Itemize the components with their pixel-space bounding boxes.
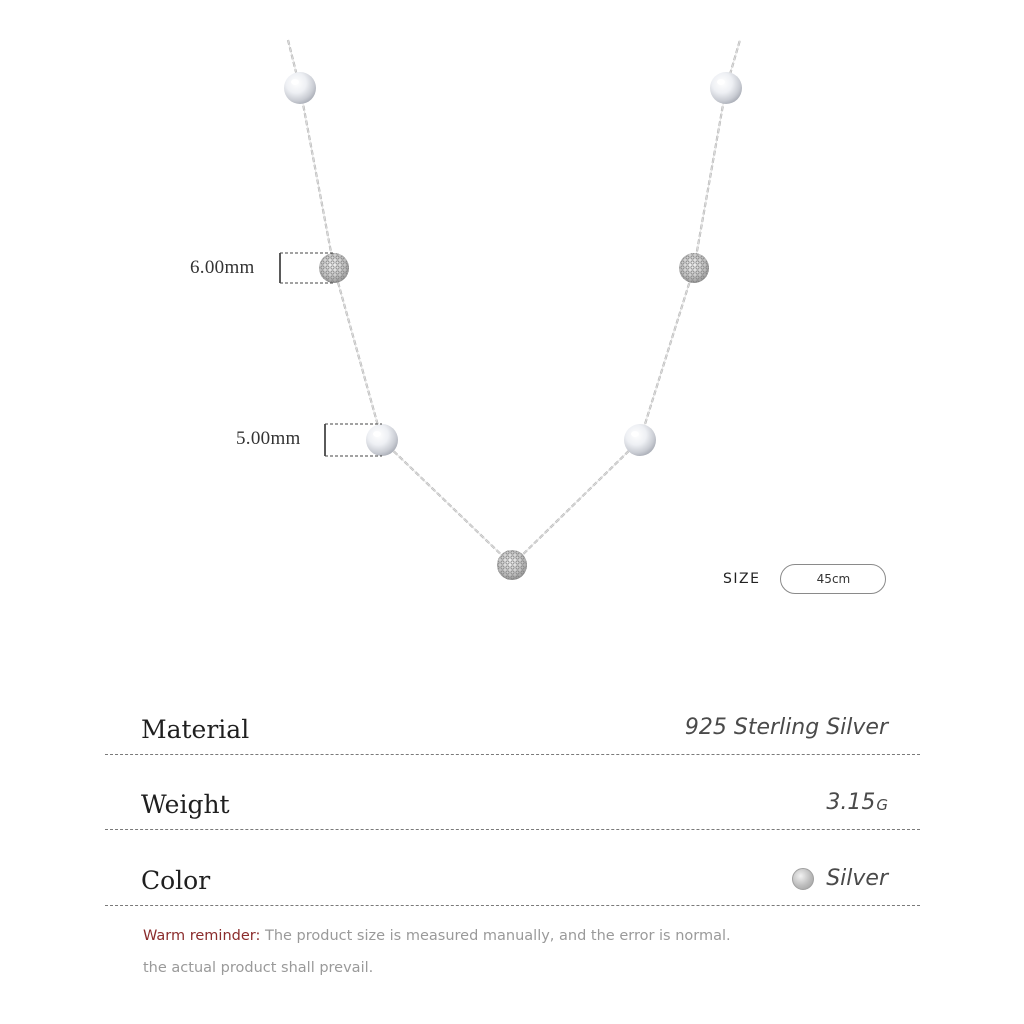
weight-number: 3.15	[826, 790, 876, 815]
pearl	[366, 424, 398, 456]
spec-value	[792, 866, 888, 891]
spec-row-material	[105, 694, 920, 755]
spec-key: Weight	[141, 790, 230, 819]
spec-key: Material	[141, 715, 250, 744]
pave-ball	[319, 253, 349, 283]
pearl	[284, 72, 316, 104]
spec-row-weight	[105, 769, 920, 830]
pearl	[624, 424, 656, 456]
size-row	[723, 563, 886, 595]
reminder-title: Warm reminder:	[143, 928, 261, 944]
color-swatch-icon	[792, 868, 814, 890]
pave-ball	[679, 253, 709, 283]
reminder-line-2: the actual product shall prevail.	[143, 960, 374, 976]
ball-size-label: 6.00mm	[190, 257, 255, 278]
size-option-button[interactable]: 45cm	[780, 564, 886, 594]
spec-row-color	[105, 845, 920, 906]
spec-key: Color	[141, 866, 211, 895]
weight-unit: G	[876, 795, 888, 814]
reminder-text: The product size is measured manually, and the error is normal.	[260, 928, 731, 944]
pave-ball	[497, 550, 527, 580]
color-name: Silver	[826, 866, 888, 891]
reminder-line-1	[143, 928, 731, 944]
pearl-size-label: 5.00mm	[236, 428, 301, 449]
size-label: SIZE	[723, 571, 761, 587]
spec-value	[826, 790, 888, 815]
spec-value: 925 Sterling Silver	[684, 715, 888, 740]
pearl	[710, 72, 742, 104]
chain	[288, 40, 740, 565]
